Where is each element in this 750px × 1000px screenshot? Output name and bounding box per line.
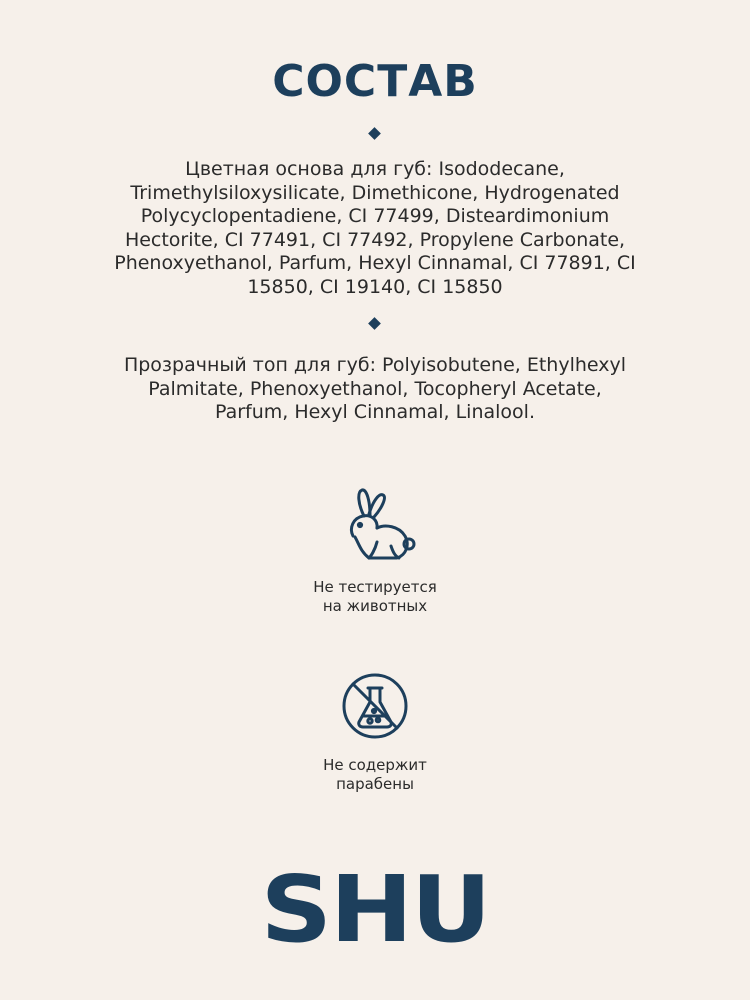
paraben-free-badge [0, 670, 750, 794]
cruelty-free-label: Не тестируется на животных [313, 578, 437, 615]
no-flask-icon [339, 670, 411, 742]
rabbit-icon [333, 486, 417, 566]
brand-logo [0, 856, 750, 963]
page-title: СОСТАВ [272, 56, 478, 107]
paraben-free-label: Не содержит парабены [323, 756, 427, 793]
color-base-ingredients: Цветная основа для губ: Isododecane, Trimethylsiloxysilicate, Dimethicone, Hydrogenated Polycyclopentadiene, CI 77499, Disteardimonium Hectorite, CI 77491, CI 77492, Propylene Carbonate, Phenoxyethanol, Parfum, Hexyl Cinnamal, CI 77891, CI 15850, CI 19140, CI 15850 [114, 158, 636, 298]
cruelty-free-badge [0, 486, 750, 616]
diamond-divider-icon [368, 317, 381, 330]
clear-top-ingredients: Прозрачный топ для губ: Polyisobutene, Ethylhexyl Palmitate, Phenoxyethanol, Tocopheryl Acetate, Parfum, Hexyl Cinnamal, Linalool. [123, 354, 627, 423]
diamond-divider-icon [368, 127, 381, 140]
brand-logo-text: SHU [260, 856, 490, 963]
